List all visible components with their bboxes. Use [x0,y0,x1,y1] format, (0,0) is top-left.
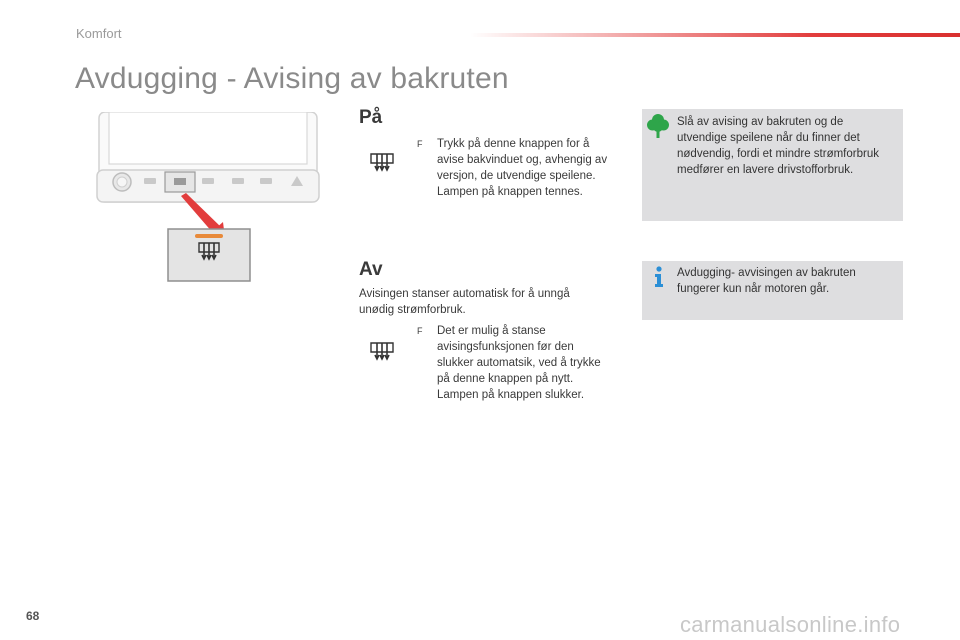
info-note-line: Avdugging- avvisingen av bakruten [677,267,856,279]
info-note-box [642,261,903,320]
off-bullet-line: Det er mulig å stanse [437,325,546,337]
eco-note-line: utvendige speilene når du finner det [677,132,860,144]
header-accent-bar [470,33,960,37]
rear-defrost-icon [368,149,396,173]
off-intro [359,286,570,318]
off-bullet-line: på denne knappen på nytt. [437,373,574,385]
info-note-text [677,265,856,297]
page-number: 68 [26,609,40,623]
watermark: carmanualsonline.info [680,612,901,637]
eco-tree-icon [647,113,669,139]
eco-note-line: medfører en lavere drivstofforbruk. [677,164,854,176]
info-note-line: fungerer kun når motoren går. [677,283,830,295]
on-bullet-line: Trykk på denne knappen for å [437,138,590,150]
on-bullet [417,136,608,200]
bullet-marker: F [417,139,423,149]
info-icon [653,266,665,288]
page-title: Avdugging - Avising av bakruten [75,62,509,95]
section-label: Komfort [76,26,122,41]
on-bullet-line: Lampen på knappen tennes. [437,186,583,198]
eco-note-line: nødvendig, fordi et mindre strømforbruk [677,148,879,160]
on-bullet-line: versjon, de utvendige speilene. [437,170,596,182]
on-bullet-line: avise bakvinduet og, avhengig av [437,154,608,166]
off-intro-line: unødig strømforbruk. [359,304,466,316]
bullet-marker: F [417,326,423,336]
rear-defrost-icon [368,338,396,362]
on-heading: På [359,107,383,128]
off-bullet-line: slukker automatsik, ved å trykke [437,357,601,369]
off-bullet-line: avisingsfunksjonen før den [437,341,574,353]
off-bullet [417,323,601,403]
off-bullet-line: Lampen på knappen slukker. [437,389,585,401]
eco-note-text [677,114,879,178]
eco-note-box [642,109,903,221]
control-panel-illustration [95,112,325,287]
off-heading: Av [359,259,383,280]
off-intro-line: Avisingen stanser automatisk for å unngå [359,288,570,300]
eco-note-line: Slå av avising av bakruten og de [677,116,844,128]
